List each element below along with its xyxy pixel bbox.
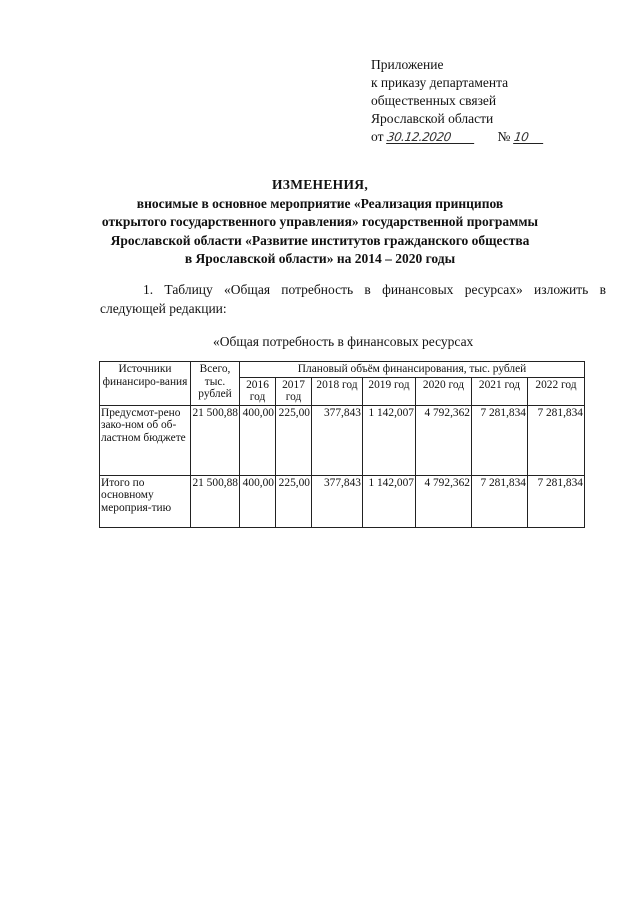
- row-value: 400,00: [240, 405, 276, 475]
- heading-line-2: открытого государственного управления» государственной программы: [101, 214, 539, 229]
- row-value: 377,843: [312, 405, 363, 475]
- number-label: №: [497, 129, 511, 144]
- row-value: 1 142,007: [363, 475, 416, 527]
- year-header: 2022 год: [528, 377, 585, 405]
- row-value: 225,00: [276, 475, 312, 527]
- row-value: 7 281,834: [472, 475, 528, 527]
- row-value: 400,00: [240, 475, 276, 527]
- appendix-block: [371, 56, 544, 146]
- year-header: 2016 год: [240, 377, 276, 405]
- row-value: 1 142,007: [363, 405, 416, 475]
- row-value: 7 281,834: [528, 405, 585, 475]
- appendix-line-2: к приказу департамента: [371, 75, 509, 90]
- handwritten-number: 10: [513, 131, 545, 144]
- financing-table: [99, 361, 585, 528]
- row-source: Итого по основному мероприя-тию: [100, 475, 191, 527]
- table-row: [100, 475, 585, 527]
- header-planned: Плановый объём финансирования, тыс. рублей: [240, 362, 585, 378]
- header-source: Источники финансиро-вания: [100, 362, 191, 406]
- year-header: 2019 год: [363, 377, 416, 405]
- row-value: 225,00: [276, 405, 312, 475]
- document-heading: [100, 176, 540, 269]
- row-total: 21 500,88: [191, 405, 240, 475]
- appendix-line-4: Ярославской области: [371, 111, 494, 126]
- appendix-line-3: общественных связей: [371, 93, 497, 108]
- row-source: Предусмот-рено зако-ном об об-ластном бюджете: [100, 405, 191, 475]
- row-value: 7 281,834: [528, 475, 585, 527]
- appendix-date-line: [371, 128, 544, 146]
- row-value: 377,843: [312, 475, 363, 527]
- year-header: 2017 год: [276, 377, 312, 405]
- date-prefix: от: [371, 129, 384, 144]
- row-total: 21 500,88: [191, 475, 240, 527]
- year-header: 2018 год: [312, 377, 363, 405]
- year-header: 2021 год: [472, 377, 528, 405]
- row-value: 4 792,362: [416, 475, 472, 527]
- row-value: 7 281,834: [472, 405, 528, 475]
- heading-line-3: Ярославской области «Развитие институтов гражданского общества: [110, 232, 530, 248]
- instruction-paragraph: 1. Таблицу «Общая потребность в финансовых ресурсах» изложить в следующей редакции:: [100, 282, 606, 316]
- heading-title: ИЗМЕНЕНИЯ,: [271, 177, 368, 192]
- heading-line-1: вносимые в основное мероприятие «Реализация принципов: [136, 195, 504, 211]
- header-total: Всего, тыс. рублей: [191, 362, 240, 406]
- table-row: [100, 405, 585, 475]
- table-caption: «Общая потребность в финансовых ресурсах: [213, 334, 474, 349]
- handwritten-date: 30.12.2020: [387, 131, 477, 144]
- appendix-line-1: Приложение: [371, 57, 444, 72]
- row-value: 4 792,362: [416, 405, 472, 475]
- year-header: 2020 год: [416, 377, 472, 405]
- heading-line-4: в Ярославской области» на 2014 – 2020 годы: [184, 251, 456, 266]
- table-header-row: [100, 362, 585, 378]
